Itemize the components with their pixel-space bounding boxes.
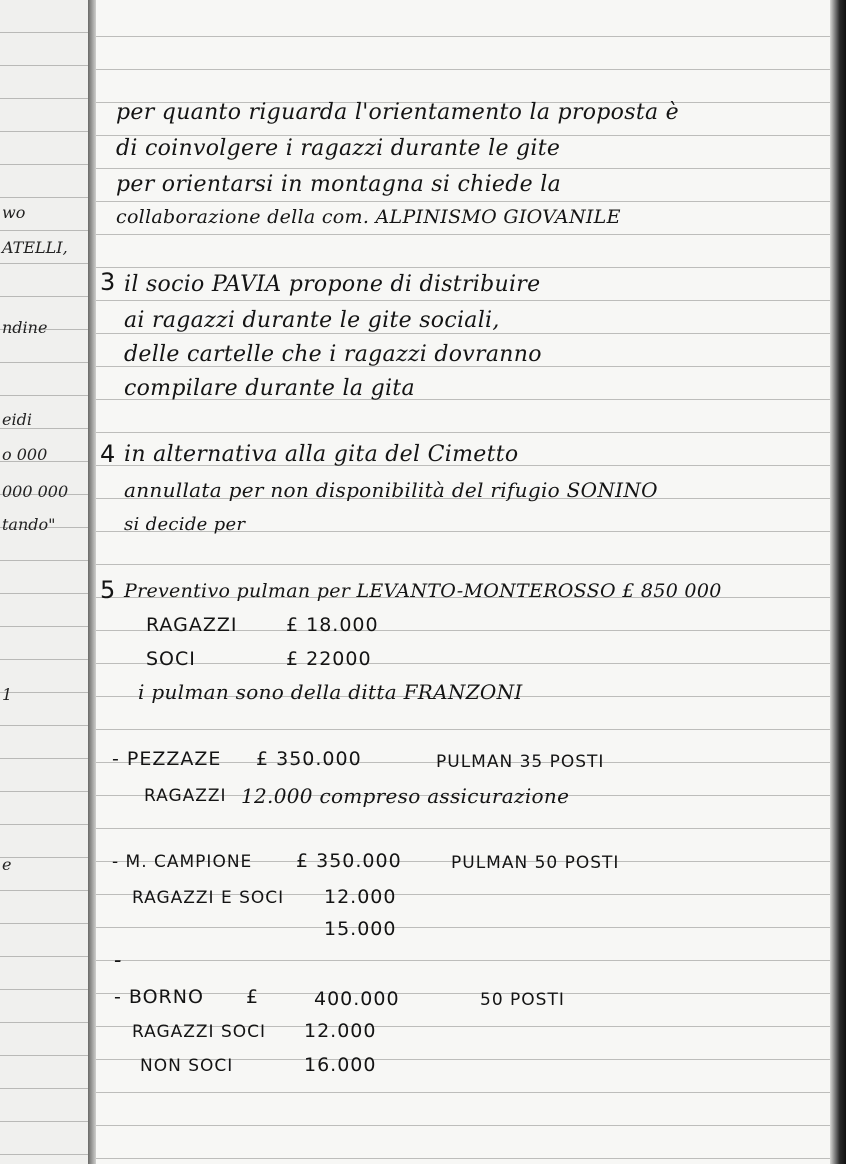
margin-fragment: eidi [2, 410, 32, 429]
item3-line: delle cartelle che i ragazzi dovranno [124, 342, 542, 367]
quote-value: 12.000 [324, 886, 397, 908]
item3-line: ai ragazzi durante le gite sociali, [124, 308, 500, 333]
item4-line: in alternativa alla gita del Cimetto [124, 442, 519, 467]
quote-bus: 50 POSTI [480, 990, 565, 1010]
item5-line: Preventivo pulman per LEVANTO-MONTEROSSO £ 850 000 [124, 580, 722, 602]
intro-line: di coinvolgere i ragazzi durante le gite [116, 136, 561, 161]
margin-fragment: o 000 [2, 445, 48, 464]
margin-fragment: 000 000 [2, 482, 69, 501]
margin-fragment: wo [2, 203, 26, 222]
item-number: 4 [100, 440, 116, 468]
quote-place: - PEZZAZE [112, 748, 222, 770]
quote-bus: PULMAN 35 POSTI [436, 752, 605, 772]
soci-price: £ 22000 [286, 648, 372, 670]
left-page [0, 0, 93, 1164]
quote-value: 12.000 [304, 1020, 377, 1042]
quote-label: RAGAZZI E SOCI [132, 888, 285, 908]
dash-mark: - [114, 948, 122, 973]
quote-price: £ 350.000 [296, 850, 402, 872]
quote-value: 12.000 compreso assicurazione [241, 784, 570, 808]
quote-price: 400.000 [314, 988, 400, 1010]
ragazzi-price: £ 18.000 [286, 614, 379, 636]
margin-fragment: tando" [2, 515, 56, 534]
margin-fragment: 1 [2, 685, 13, 704]
item4-line: annullata per non disponibilità del rifugio SONINO [124, 478, 658, 502]
page-edge-shadow [830, 0, 846, 1164]
item5-note: i pulman sono della ditta FRANZONI [138, 680, 523, 704]
quote-price: £ 350.000 [256, 748, 362, 770]
intro-line: per orientarsi in montagna si chiede la [116, 172, 561, 197]
quote-currency: £ [246, 986, 260, 1008]
item-number: 5 [100, 576, 116, 604]
soci-label: SOCI [146, 648, 196, 670]
margin-fragment: ndine [2, 318, 48, 337]
margin-fragment: ATELLI, [2, 238, 68, 257]
notebook-page [96, 0, 830, 1164]
ragazzi-label: RAGAZZI [146, 614, 238, 636]
quote-label: RAGAZZI [144, 786, 227, 806]
quote-value: 16.000 [304, 1054, 377, 1076]
intro-line: per quanto riguarda l'orientamento la proposta è [116, 100, 679, 125]
notebook-binding [88, 0, 96, 1164]
item3-line: il socio PAVIA propone di distribuire [124, 272, 541, 297]
item-number: 3 [100, 268, 116, 296]
item3-line: compilare durante la gita [124, 376, 415, 401]
quote-bus: PULMAN 50 POSTI [451, 853, 620, 873]
quote-label: NON SOCI [140, 1056, 234, 1076]
margin-fragment: e [2, 855, 12, 874]
intro-line: collaborazione della com. ALPINISMO GIOVANILE [116, 206, 621, 228]
item4-line: si decide per [124, 514, 246, 535]
quote-place: - M. CAMPIONE [112, 852, 253, 872]
quote-place: - BORNO [114, 986, 204, 1008]
quote-value: 15.000 [324, 918, 397, 940]
quote-label: RAGAZZI SOCI [132, 1022, 267, 1042]
